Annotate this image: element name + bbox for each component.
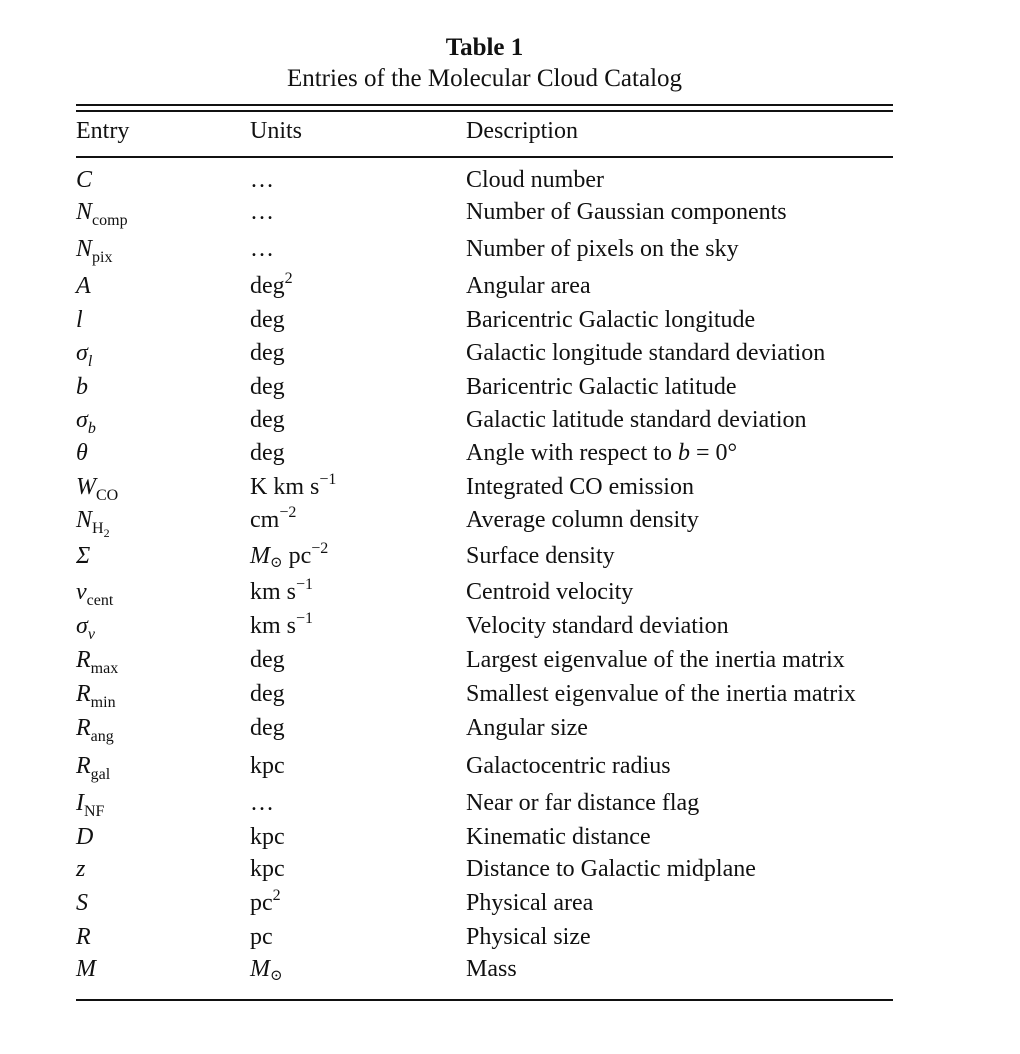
entry-subscript: v: [87, 626, 95, 643]
header-description: Description: [466, 118, 578, 144]
units-cell: deg: [250, 440, 285, 466]
entry-subscript: b: [87, 420, 96, 437]
units-cell: kpc: [250, 824, 285, 850]
entry-symbol: $R_{ang}$: [76, 715, 114, 745]
units-cell: deg: [250, 407, 285, 433]
table-title: Entries of the Molecular Cloud Catalog: [286, 65, 683, 92]
unit-mass-symbol: M: [250, 543, 270, 569]
table-row: [0, 610, 1020, 648]
units-cell: km $s^{-1}$: [250, 576, 314, 605]
entry-subscript: gal: [90, 766, 111, 783]
table-row: [0, 576, 1020, 614]
entry-subscript: CO: [96, 487, 119, 504]
entry-symbol: $N_{comp}$: [76, 199, 128, 229]
description-cell: Near or far distance flag: [466, 790, 700, 816]
entry-symbol: $\sigma_v$: [76, 613, 95, 643]
unit-exponent: 2: [272, 887, 281, 904]
description-cell: Physical area: [466, 890, 594, 916]
table-row: [0, 857, 1020, 891]
table-row: [0, 716, 1020, 750]
description-cell: Angular size: [466, 715, 588, 741]
unit-exponent: 2: [284, 270, 293, 287]
description-cell: Galactic latitude standard deviation: [466, 407, 807, 433]
entry-symbol: D: [76, 824, 94, 850]
description-cell: Kinematic distance: [466, 824, 651, 850]
description-cell: Baricentric Galactic latitude: [466, 374, 737, 400]
entry-subscript-index: 2: [103, 526, 110, 540]
description-cell: Number of pixels on the sky: [466, 236, 739, 262]
units-cell: $pc^2$: [250, 887, 281, 916]
entry-symbol: R: [76, 924, 91, 950]
unit-exponent: −1: [319, 471, 337, 488]
units-cell: kpc: [250, 856, 285, 882]
entry-symbol: M: [76, 956, 96, 982]
description-cell: Physical size: [466, 924, 591, 950]
description-cell: Centroid velocity: [466, 579, 634, 605]
description-cell: Surface density: [466, 543, 615, 569]
entry-symbol: C: [76, 167, 93, 193]
units-cell: …: [250, 167, 274, 193]
table-row: [0, 754, 1020, 788]
entry-subscript: max: [90, 660, 119, 677]
entry-subscript: l: [87, 353, 93, 370]
units-cell: kpc: [250, 753, 285, 779]
table-row: [0, 408, 1020, 442]
header-units: Units: [250, 118, 303, 144]
description-cell: Largest eigenvalue of the inertia matrix: [466, 647, 845, 673]
sun-symbol: ⊙: [270, 968, 283, 984]
units-cell: deg: [250, 715, 285, 741]
entry-symbol: b: [76, 374, 88, 400]
table-row: [0, 504, 1020, 542]
table-row: [0, 925, 1020, 959]
table-row: [0, 791, 1020, 825]
units-cell: deg: [250, 681, 285, 707]
entry-subscript: H2: [92, 520, 110, 540]
description-cell: Galactocentric radius: [466, 753, 671, 779]
table-row: [0, 540, 1020, 578]
units-cell: deg$^2$: [250, 270, 293, 299]
units-cell: K km $s^{-1}$: [250, 471, 337, 500]
entry-subscript: min: [90, 694, 116, 711]
unit-exponent: −2: [311, 540, 329, 557]
entry-subscript: comp: [92, 212, 128, 229]
description-cell: Number of Gaussian components: [466, 199, 787, 225]
entry-symbol: l: [76, 307, 83, 333]
table-row: [0, 308, 1020, 342]
unit-exponent: −1: [296, 610, 314, 627]
table-row: [0, 825, 1020, 859]
table-row: [0, 441, 1020, 475]
description-cell: Angular area: [466, 273, 591, 299]
entry-symbol: $v_{cent}$: [76, 579, 114, 609]
sun-symbol: ⊙: [270, 555, 283, 571]
description-cell: Baricentric Galactic longitude: [466, 307, 756, 333]
entry-subscript: NF: [84, 803, 105, 820]
unit-exponent: −2: [279, 504, 297, 521]
table-row: [0, 887, 1020, 925]
table-row: [0, 237, 1020, 271]
table-row: [0, 200, 1020, 234]
entry-symbol: $R_{gal}$: [76, 753, 111, 783]
units-cell: deg: [250, 374, 285, 400]
entry-subscript: ang: [90, 728, 114, 745]
table-row: [0, 682, 1020, 716]
units-cell: km $s^{-1}$: [250, 610, 314, 639]
table-row: [0, 341, 1020, 375]
description-cell: Cloud number: [466, 167, 604, 193]
table-row: [0, 957, 1020, 991]
description-cell: Velocity standard deviation: [466, 613, 729, 639]
table-row: [0, 648, 1020, 682]
entry-symbol: θ: [76, 440, 88, 466]
units-cell: $cm^{-2}$: [250, 504, 297, 533]
description-cell: Distance to Galactic midplane: [466, 856, 756, 882]
table-row: [0, 270, 1020, 308]
unit-mass-symbol: M: [250, 956, 270, 982]
entry-symbol: $\sigma_l$: [76, 340, 93, 370]
symbol-b: b: [677, 440, 690, 466]
header-entry: Entry: [76, 118, 130, 144]
entry-symbol: $R_{max}$: [76, 647, 119, 677]
bottom-rule: [76, 999, 893, 1001]
entry-symbol: $W_{CO}$: [76, 474, 119, 504]
description-cell: Average column density: [466, 507, 699, 533]
entry-symbol: $\sigma_b$: [76, 407, 96, 437]
units-cell: deg: [250, 307, 285, 333]
unit-exponent: −1: [296, 576, 314, 593]
entry-symbol: Σ: [76, 543, 91, 569]
entry-symbol: $N_{H_2}$: [76, 507, 110, 540]
table-row: [0, 168, 1020, 202]
description-cell: Angle with respect to b = 0°: [466, 440, 738, 466]
entry-symbol: $N_{pix}$: [76, 236, 113, 266]
entry-subscript: pix: [92, 249, 113, 266]
entry-symbol: $R_{min}$: [76, 681, 116, 711]
units-cell: …: [250, 790, 274, 816]
description-cell: Mass: [466, 956, 517, 982]
description-cell: Smallest eigenvalue of the inertia matrix: [466, 681, 856, 707]
table-row: [0, 375, 1020, 409]
description-cell: Galactic longitude standard deviation: [466, 340, 826, 366]
units-cell: M⊙ $pc^{-2}$: [250, 540, 329, 571]
units-cell: deg: [250, 647, 285, 673]
description-cell: Integrated CO emission: [466, 474, 694, 500]
entry-symbol: z: [76, 856, 86, 882]
units-cell: [250, 956, 283, 984]
table-row: [0, 471, 1020, 509]
units-cell: …: [250, 236, 274, 262]
units-cell: deg: [250, 340, 285, 366]
units-cell: pc: [250, 924, 273, 950]
entry-subscript: cent: [86, 592, 114, 609]
table-label: Table 1: [445, 34, 524, 61]
units-cell: …: [250, 199, 274, 225]
entry-symbol: $I_{NF}$: [76, 790, 105, 820]
entry-symbol: A: [76, 273, 91, 299]
entry-symbol: S: [76, 890, 88, 916]
